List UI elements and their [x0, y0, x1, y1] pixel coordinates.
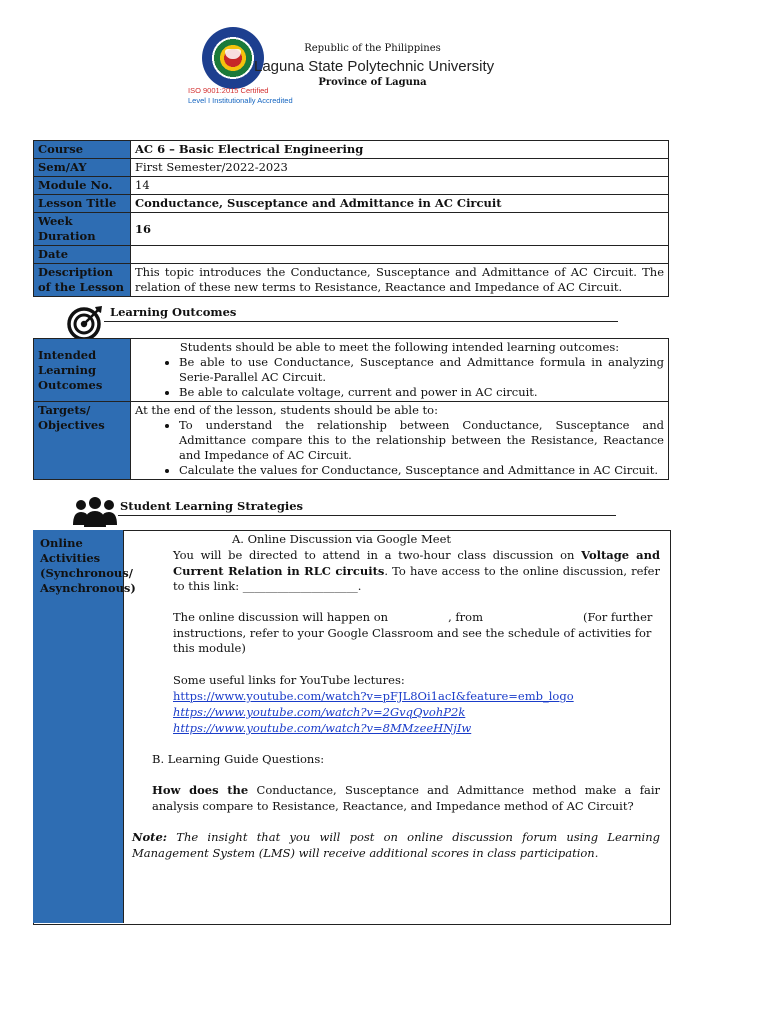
- online-activities-label-cell: [33, 530, 136, 923]
- semay-value: First Semester/2022-2023: [131, 159, 669, 177]
- semay-label: Sem/AY: [34, 159, 131, 177]
- table-row: [34, 159, 669, 177]
- module-no-value: 14: [131, 177, 669, 195]
- topic-bold: Voltage and Current Relation in RLC circuits: [173, 548, 661, 578]
- header-republic: Republic of the Philippines: [304, 43, 441, 54]
- lesson-title-label: Lesson Title: [34, 195, 131, 213]
- list-item: • Be able to use Conductance, Susceptance and Admittance formula in analyzing Serie-Parallel AC Circuit.: [179, 355, 664, 385]
- table-row: [34, 339, 669, 402]
- table-row: [34, 246, 669, 264]
- iso-certification: ISO 9001:2015 Certified: [188, 86, 269, 95]
- header-university: Laguna State Polytechnic University: [254, 58, 495, 75]
- youtube-link-1[interactable]: https://www.youtube.com/watch?v=pFJL8Oi1acI&feature=emb_logo: [173, 689, 574, 703]
- table-row: [34, 213, 669, 246]
- guide-question: How does the Conductance, Susceptance and Admittance method make a fair analysis compare to Resistance, Reactance, and Impedance method of AC Circuit?: [152, 783, 661, 813]
- section-a-text: You will be directed to attend in a two-hour class discussion on Voltage and Current Relation in RLC circuits. To have access to the online discussion, refer to this link: ____________________.: [173, 548, 661, 593]
- course-value: AC 6 – Basic Electrical Engineering: [131, 141, 669, 159]
- online-activities-label: Online Activities (Synchronous/ Asynchronous): [40, 536, 136, 595]
- people-icon: [72, 495, 118, 529]
- lesson-title-value: Conductance, Susceptance and Admittance in AC Circuit: [131, 195, 669, 213]
- week-duration-label: Week Duration: [34, 213, 131, 246]
- header-province: Province of Laguna: [318, 77, 427, 88]
- targets-intro: At the end of the lesson, students should be able to:: [135, 403, 438, 417]
- youtube-link-3[interactable]: https://www.youtube.com/watch?v=8MMzeeHNjIw: [173, 721, 472, 735]
- learning-strategies-title: Student Learning Strategies: [120, 499, 304, 513]
- accreditation-text: Level I Institutionally Accredited: [188, 96, 293, 105]
- course-label: Course: [34, 141, 131, 159]
- intended-list: [135, 355, 664, 400]
- table-row: [34, 195, 669, 213]
- learning-outcomes-table: [33, 338, 669, 480]
- table-row: [34, 264, 669, 297]
- intended-intro: Students should be able to meet the following intended learning outcomes:: [179, 340, 620, 354]
- intended-outcomes-cell: [131, 339, 669, 402]
- section-divider: [104, 321, 618, 322]
- youtube-link-2[interactable]: https://www.youtube.com/watch?v=2GvqQvohP2k: [173, 705, 466, 719]
- week-duration-value: 16: [131, 213, 669, 246]
- targets-list: [135, 418, 664, 478]
- targets-cell: [131, 402, 669, 480]
- intended-outcomes-label: Intended Learning Outcomes: [34, 339, 131, 402]
- list-item: • Calculate the values for Conductance, Susceptance and Admittance in AC Circuit.: [179, 463, 664, 478]
- date-value: [131, 246, 669, 264]
- learning-outcomes-title: Learning Outcomes: [110, 305, 237, 319]
- table-row: [34, 402, 669, 480]
- list-item: • To understand the relationship between Conductance, Susceptance and Admittance compare this to the relationship between the Resistance, Reactance and Impedance of AC Circuit.: [179, 418, 664, 463]
- description-value: This topic introduces the Conductance, Susceptance and Admittance of AC Circuit. The relation of these new terms to Resistance, Reactance and Impedance of AC Circuit.: [131, 264, 669, 297]
- section-b-heading: B. Learning Guide Questions:: [152, 752, 325, 766]
- section-divider: [118, 515, 616, 516]
- description-label: Description of the Lesson: [34, 264, 131, 297]
- target-icon: [66, 304, 104, 342]
- targets-label: Targets/ Objectives: [34, 402, 131, 480]
- module-info-table: [33, 140, 669, 297]
- date-label: Date: [34, 246, 131, 264]
- schedule-text: The online discussion will happen on , from (For further instructions, refer to your Google Classroom and see the schedule of activities for this module): [173, 610, 653, 655]
- links-intro: Some useful links for YouTube lectures:: [173, 673, 405, 687]
- module-no-label: Module No.: [34, 177, 131, 195]
- note-text: Note: The insight that you will post on online discussion forum using Learning Management System (LMS) will receive additional scores in class participation.: [132, 830, 660, 860]
- list-item: • Be able to calculate voltage, current and power in AC circuit.: [179, 385, 664, 400]
- table-row: [34, 177, 669, 195]
- table-row: [34, 141, 669, 159]
- section-a-heading: A. Online Discussion via Google Meet: [232, 532, 452, 546]
